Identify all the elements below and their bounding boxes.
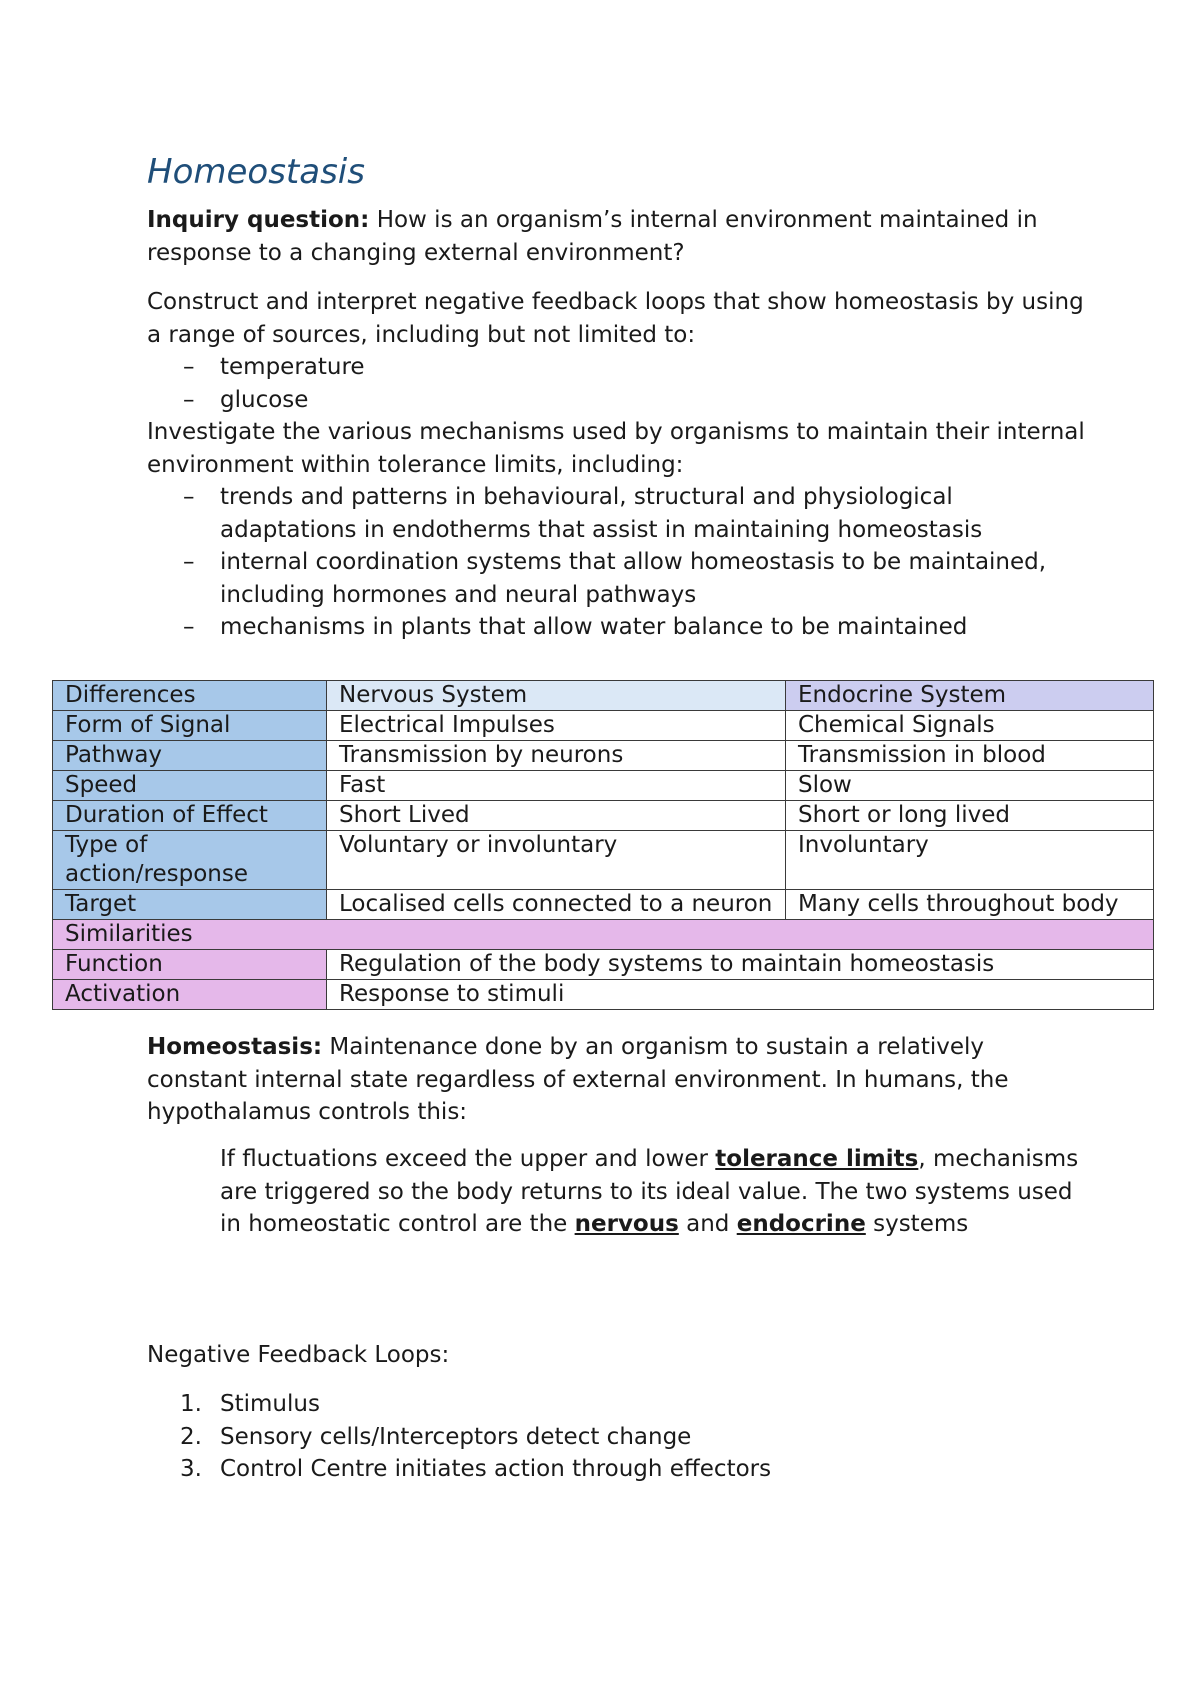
- outcome-1: Construct and interpret negative feedback loops that show homeostasis by using a range of sources, including but not limited to:: [147, 289, 1084, 348]
- list-item: – trends and patterns in behavioural, structural and physiological adaptations in endotherms that assist in maintaining homeostasis: [147, 481, 1087, 546]
- table-header-row: [53, 681, 1154, 711]
- inquiry-text: How is an organism’s internal environment maintained in response to a changing external environment?: [147, 207, 1038, 266]
- table-cell: Speed: [53, 771, 327, 801]
- table-cell: Target: [53, 890, 327, 920]
- table-header-cell: Endocrine System: [786, 681, 1154, 711]
- explanation-text: , mechanisms are triggered so the body returns to its ideal value. The two systems used in homeostatic control are the: [220, 1146, 1079, 1237]
- table-cell: Short or long lived: [786, 801, 1154, 831]
- definition-label: Homeostasis:: [147, 1034, 323, 1060]
- table-cell: Voluntary or involuntary: [327, 831, 786, 890]
- step-text: Control Centre initiates action through effectors: [220, 1456, 772, 1482]
- inquiry-label: Inquiry question:: [147, 207, 370, 233]
- table-row: [53, 771, 1154, 801]
- table-cell: Regulation of the body systems to maintain homeostasis: [327, 950, 1154, 980]
- definition-text: Maintenance done by an organism to sustain a relatively constant internal state regardless of external environment. In humans, the hypothalamus controls this:: [147, 1034, 1009, 1125]
- table-cell: Electrical Impulses: [327, 711, 786, 741]
- list-item: [147, 1421, 771, 1454]
- table-row: [53, 801, 1154, 831]
- table-cell: Short Lived: [327, 801, 786, 831]
- table-cell: Type of action/response: [53, 831, 327, 890]
- table-row: [53, 890, 1154, 920]
- key-term: nervous: [574, 1211, 679, 1237]
- table-cell: Localised cells connected to a neuron: [327, 890, 786, 920]
- key-term: endocrine: [736, 1211, 866, 1237]
- explanation-text: systems: [865, 1211, 969, 1237]
- list-item: [147, 1453, 771, 1486]
- list-item: – mechanisms in plants that allow water balance to be maintained: [147, 611, 1087, 644]
- table-cell: Response to stimuli: [327, 980, 1154, 1010]
- table-header-cell: Nervous System: [327, 681, 786, 711]
- explanation-text: If fluctuations exceed the upper and lower: [220, 1146, 716, 1172]
- table-header-cell: Differences: [53, 681, 327, 711]
- table-row: [53, 711, 1154, 741]
- table-row: [53, 741, 1154, 771]
- syllabus-outcomes: [147, 286, 1087, 644]
- table-cell: Chemical Signals: [786, 711, 1154, 741]
- table-row: [53, 831, 1154, 890]
- table-cell: Transmission in blood: [786, 741, 1154, 771]
- inquiry-question: [147, 204, 1087, 269]
- table-row: [53, 950, 1154, 980]
- explanation-text: and: [678, 1211, 737, 1237]
- list-item: – temperature: [147, 351, 1087, 384]
- page-title: Homeostasis: [147, 152, 365, 192]
- feedback-loops-heading: Negative Feedback Loops:: [147, 1342, 450, 1368]
- homeostasis-definition: [147, 1031, 1087, 1129]
- homeostasis-explanation: [220, 1143, 1090, 1241]
- table-cell: Slow: [786, 771, 1154, 801]
- step-number: 2.: [180, 1423, 202, 1450]
- table-cell: Transmission by neurons: [327, 741, 786, 771]
- table-cell: Involuntary: [786, 831, 1154, 890]
- table-cell: Fast: [327, 771, 786, 801]
- key-term: tolerance limits: [715, 1146, 919, 1172]
- list-item: [147, 1388, 771, 1421]
- step-number: 1.: [180, 1391, 202, 1417]
- table-cell: Duration of Effect: [53, 801, 327, 831]
- table-row: [53, 980, 1154, 1010]
- table-cell: Activation: [53, 980, 327, 1010]
- similarities-header-cell: Similarities: [53, 920, 1154, 950]
- step-text: Sensory cells/Interceptors detect change: [220, 1423, 692, 1450]
- outcome-1-list: [147, 351, 1087, 416]
- comparison-table: [52, 680, 1154, 1010]
- step-number: 3.: [180, 1456, 202, 1482]
- table-cell: Pathway: [53, 741, 327, 771]
- feedback-loop-steps: [147, 1388, 771, 1486]
- outcome-2-list: [147, 481, 1087, 644]
- table-cell: Function: [53, 950, 327, 980]
- outcome-2: Investigate the various mechanisms used by organisms to maintain their internal environment within tolerance limits, including:: [147, 419, 1085, 478]
- table-cell: Many cells throughout body: [786, 890, 1154, 920]
- list-item: – glucose: [147, 384, 1087, 417]
- list-item: – internal coordination systems that allow homeostasis to be maintained, including hormones and neural pathways: [147, 546, 1087, 611]
- step-text: Stimulus: [220, 1391, 320, 1417]
- table-cell: Form of Signal: [53, 711, 327, 741]
- similarities-header-row: [53, 920, 1154, 950]
